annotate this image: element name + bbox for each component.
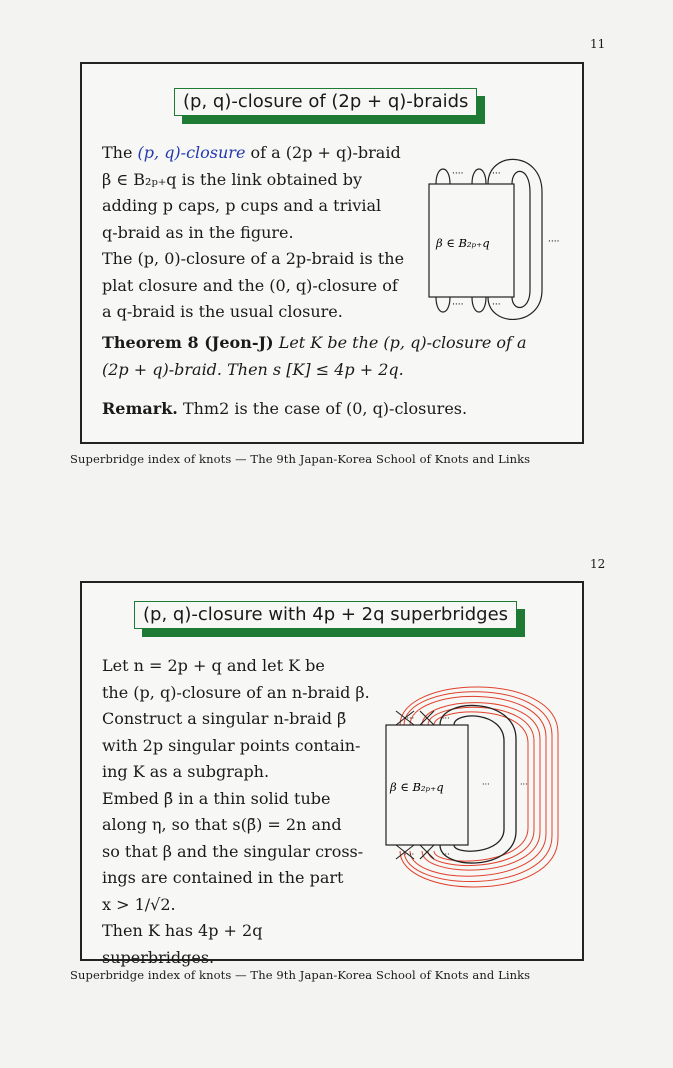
cup	[436, 297, 450, 312]
slide-title: (p, q)-closure with 4p + 2q superbridges	[134, 601, 517, 629]
body-line: along η, so that s(β̄) = 2n and	[102, 815, 342, 834]
slide-title: (p, q)-closure of (2p + q)-braids	[174, 88, 477, 116]
braid-label: β ∈ B₂ₚ₊q	[436, 236, 490, 250]
remark	[102, 396, 572, 423]
paragraph-line: a q-braid is the usual closure.	[102, 302, 343, 321]
slide-body	[102, 653, 372, 971]
svg-text:···: ···	[520, 780, 528, 789]
svg-text:···: ···	[482, 780, 490, 789]
svg-text:····: ····	[452, 300, 464, 310]
slide-title-box	[134, 601, 517, 629]
page-footer: Superbridge index of knots — The 9th Japan-Korea School of Knots and Links	[70, 452, 531, 466]
body-line: x > 1/√2.	[102, 894, 176, 914]
cap	[436, 169, 450, 184]
paragraph-line: The (p, 0)-closure of a 2p-braid is the	[102, 249, 405, 268]
body-line: Then K has 4p + 2q superbridges.	[102, 921, 263, 967]
definition-line: q-braid as in the figure.	[102, 222, 294, 242]
slide-title-box	[174, 88, 477, 116]
slide-11	[80, 62, 584, 444]
slide-12	[80, 581, 584, 967]
remark-label: Remark.	[102, 399, 178, 418]
definition-line: adding p caps, p cups and a trivial	[102, 196, 382, 215]
svg-text:····: ····	[404, 714, 415, 723]
cup	[472, 297, 486, 312]
svg-text:····: ····	[404, 850, 415, 859]
paragraph-line: plat closure and the (0, q)-closure of	[102, 275, 398, 295]
theorem-label: Theorem 8 (Jeon-J)	[102, 333, 274, 352]
braid-label: β ∈ B₂ₚ₊q	[390, 780, 444, 794]
body-line: with 2p singular points contain-	[102, 735, 361, 755]
definition-line	[102, 140, 422, 167]
cap	[472, 169, 486, 184]
svg-text:···: ···	[442, 714, 450, 723]
svg-text:···: ···	[492, 300, 501, 310]
defined-term: (p, q)-closure	[137, 143, 246, 162]
body-line: the (p, q)-closure of an n-braid β.	[102, 682, 370, 702]
text: The	[102, 143, 138, 162]
body-line: Construct a singular n-braid β̄	[102, 709, 347, 728]
svg-text:···: ···	[492, 169, 501, 179]
theorem-line: (2p + q)-braid. Then s [K] ≤ 4p + 2q.	[102, 359, 404, 379]
body-line: Embed β̄ in a thin solid tube	[102, 788, 331, 808]
page-number: 11	[590, 37, 606, 51]
theorem-text: Let K be the (p, q)-closure of a	[273, 333, 527, 352]
svg-text:····: ····	[452, 169, 464, 179]
definition-line: β ∈ B₂ₚ₊q is the link obtained by	[102, 169, 362, 189]
page-footer: Superbridge index of knots — The 9th Japan-Korea School of Knots and Links	[70, 968, 531, 982]
superbridge-figure	[382, 673, 577, 903]
closure-strand	[512, 171, 530, 307]
remark-line	[102, 396, 572, 423]
svg-text:···: ···	[442, 850, 450, 859]
closure-figure	[422, 142, 572, 342]
body-line: ing K as a subgraph.	[102, 762, 270, 781]
svg-text:····: ····	[548, 237, 560, 247]
slide-body	[102, 140, 422, 326]
body-line: so that β and the singular cross-	[102, 841, 364, 861]
text: of a (2p + q)-braid	[245, 143, 401, 162]
remark-text: Thm2 is the case of (0, q)-closures.	[177, 399, 468, 418]
body-line: Let n = 2p + q and let K be	[102, 656, 325, 675]
body-line: ings are contained in the part	[102, 868, 344, 887]
page-number: 12	[590, 557, 606, 571]
